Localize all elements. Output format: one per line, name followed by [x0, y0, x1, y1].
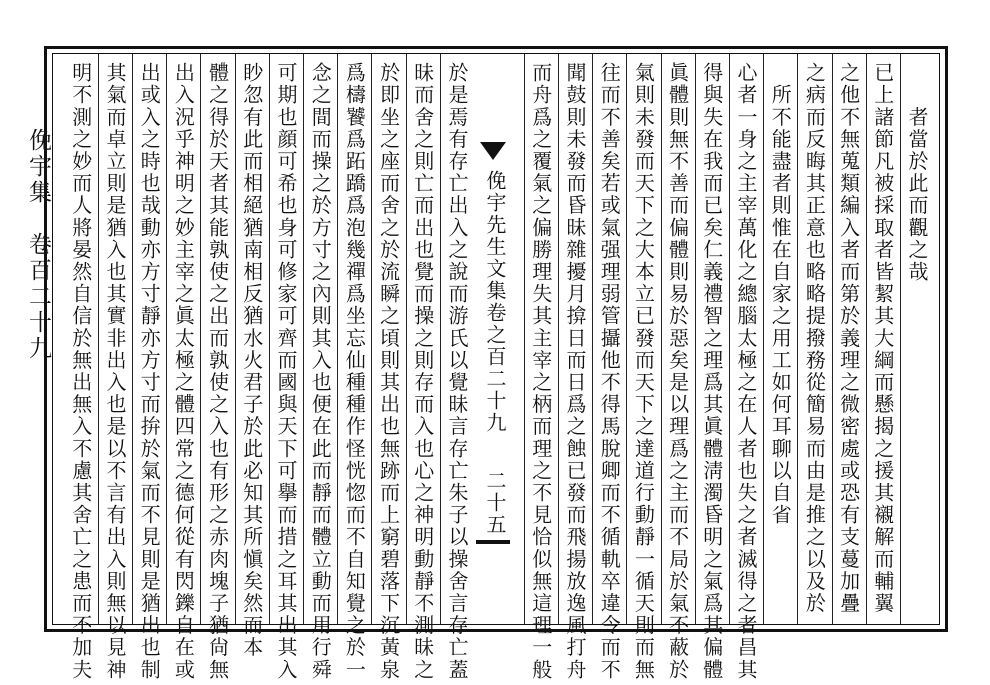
column-rule: [832, 54, 833, 624]
fishtail-bottom-mark: [476, 540, 510, 544]
column-rule: [866, 54, 867, 624]
center-running-title: 俛宇先生文集卷之百二十九: [483, 170, 507, 434]
text-column-right: 聞鼓則未發而昏昧雜擾月揜日而日爲之蝕已發而飛揚放逸風打舟: [563, 62, 587, 681]
column-rule: [763, 54, 764, 624]
margin-book-title: 俛宇集 卷百二十九: [25, 128, 51, 362]
column-rule: [406, 54, 407, 624]
text-column-right: 往而不善矣若或氣强理弱管攝他不得馬脫卿而不循軌卒違令而不: [597, 62, 622, 681]
text-column-right: 得與失在我而已矣仁義禮智之理爲其眞體淸濁昏明之氣爲其偏體: [699, 62, 724, 681]
column-rule: [626, 54, 627, 624]
text-column-right: 之病而反晦其正意也略略提撥務從簡易而由是推之以及於: [802, 62, 827, 615]
text-column-right: 之他不無蒐類編入者而第於義理之微密處或恐有支蔓加疊: [836, 62, 861, 615]
column-rule: [524, 54, 525, 624]
text-column-left: 體之得於天者其能孰使之出而孰使之入也有形之赤肉塊子猶尙無: [205, 62, 230, 681]
column-rule: [661, 54, 662, 624]
text-column-left: 於即坐之座而舍之於流瞬之頃則其出也無跡而上窮碧落下沉黃泉: [376, 62, 401, 681]
column-rule: [235, 54, 236, 624]
text-column-left: 於是焉有存亡出入之說而游氏以覺昧言存亡朱子以操舍言存亡蓋: [445, 62, 469, 681]
fishtail-mark-icon: [480, 142, 506, 170]
column-rule: [371, 54, 372, 624]
text-column-left: 出入況乎神明之妙主宰之眞太極之體四常之德何從有閃鑠自在或: [171, 62, 196, 681]
column-rule: [166, 54, 167, 624]
column-rule: [729, 54, 730, 624]
column-rule: [797, 54, 798, 624]
text-column-right: 已上諸節凡被採取者皆絜其大綱而懸揭之援其襯解而輔翼: [870, 62, 895, 615]
text-column-right: 眞體則無不善而偏體則易於惡矣是以理爲之主而不局於氣不蔽於: [665, 62, 690, 681]
center-page-number: 二十五: [483, 470, 507, 536]
column-rule: [900, 54, 901, 624]
text-column-right: 者當於此而觀之哉: [905, 62, 929, 283]
column-rule: [132, 54, 133, 624]
column-rule: [337, 54, 338, 624]
column-rule: [98, 54, 99, 624]
column-rule: [592, 54, 593, 624]
text-column-left: 可期也顔可希也身可修家可齊而國與天下可擧而措之耳其出其入: [274, 62, 298, 681]
text-column-left: 眇忽有此而相絕猶南相反猶水火君子於此必知其所愼矣然而本: [239, 62, 264, 659]
column-rule: [303, 54, 304, 624]
text-column-left: 昧而舍之則亡而出也覺而操之則存而入也心之神明動靜不測昧之: [410, 62, 435, 681]
text-column-left: 念之間而操之於方寸之內則其入也便在此而靜而體立動而用行舜: [308, 62, 333, 681]
column-rule: [558, 54, 559, 624]
column-rule: [440, 54, 441, 624]
column-rule: [695, 54, 696, 624]
text-column-left: 其氣而卓立則是猶入也其實非出入也是以不言有出入則無以見神: [103, 62, 127, 681]
text-column-left: 出或入之時也哉動亦方寸靜亦方寸而拚於氣而不見則是猶出也制: [137, 62, 162, 681]
column-rule: [269, 54, 270, 624]
text-column-right: 心者一身之主宰萬化之總腦太極之在人者也失之者滅得之者昌其: [734, 62, 758, 681]
text-column-right: 氣則未發而天下之大本立已發而天下之達道行動靜一循天則而無: [631, 62, 656, 681]
text-column-left: 爲檮饕爲跖蹻爲泡幾禪爲坐忘仙種種作怪恍惚而不自知覺之於一: [342, 62, 367, 681]
text-column-left: 明不測之妙而人將晏然自信於無出無入不慮其舍亡之患而不加夫: [68, 62, 93, 681]
column-rule: [200, 54, 201, 624]
text-column-right: 而舟爲之覆氣之偏勝理失其主宰之柄而理之不見恰似無這理一般: [528, 62, 553, 681]
text-column-right: 所不能盡者則惟在自家之用工如何耳聊以自省: [768, 62, 793, 527]
